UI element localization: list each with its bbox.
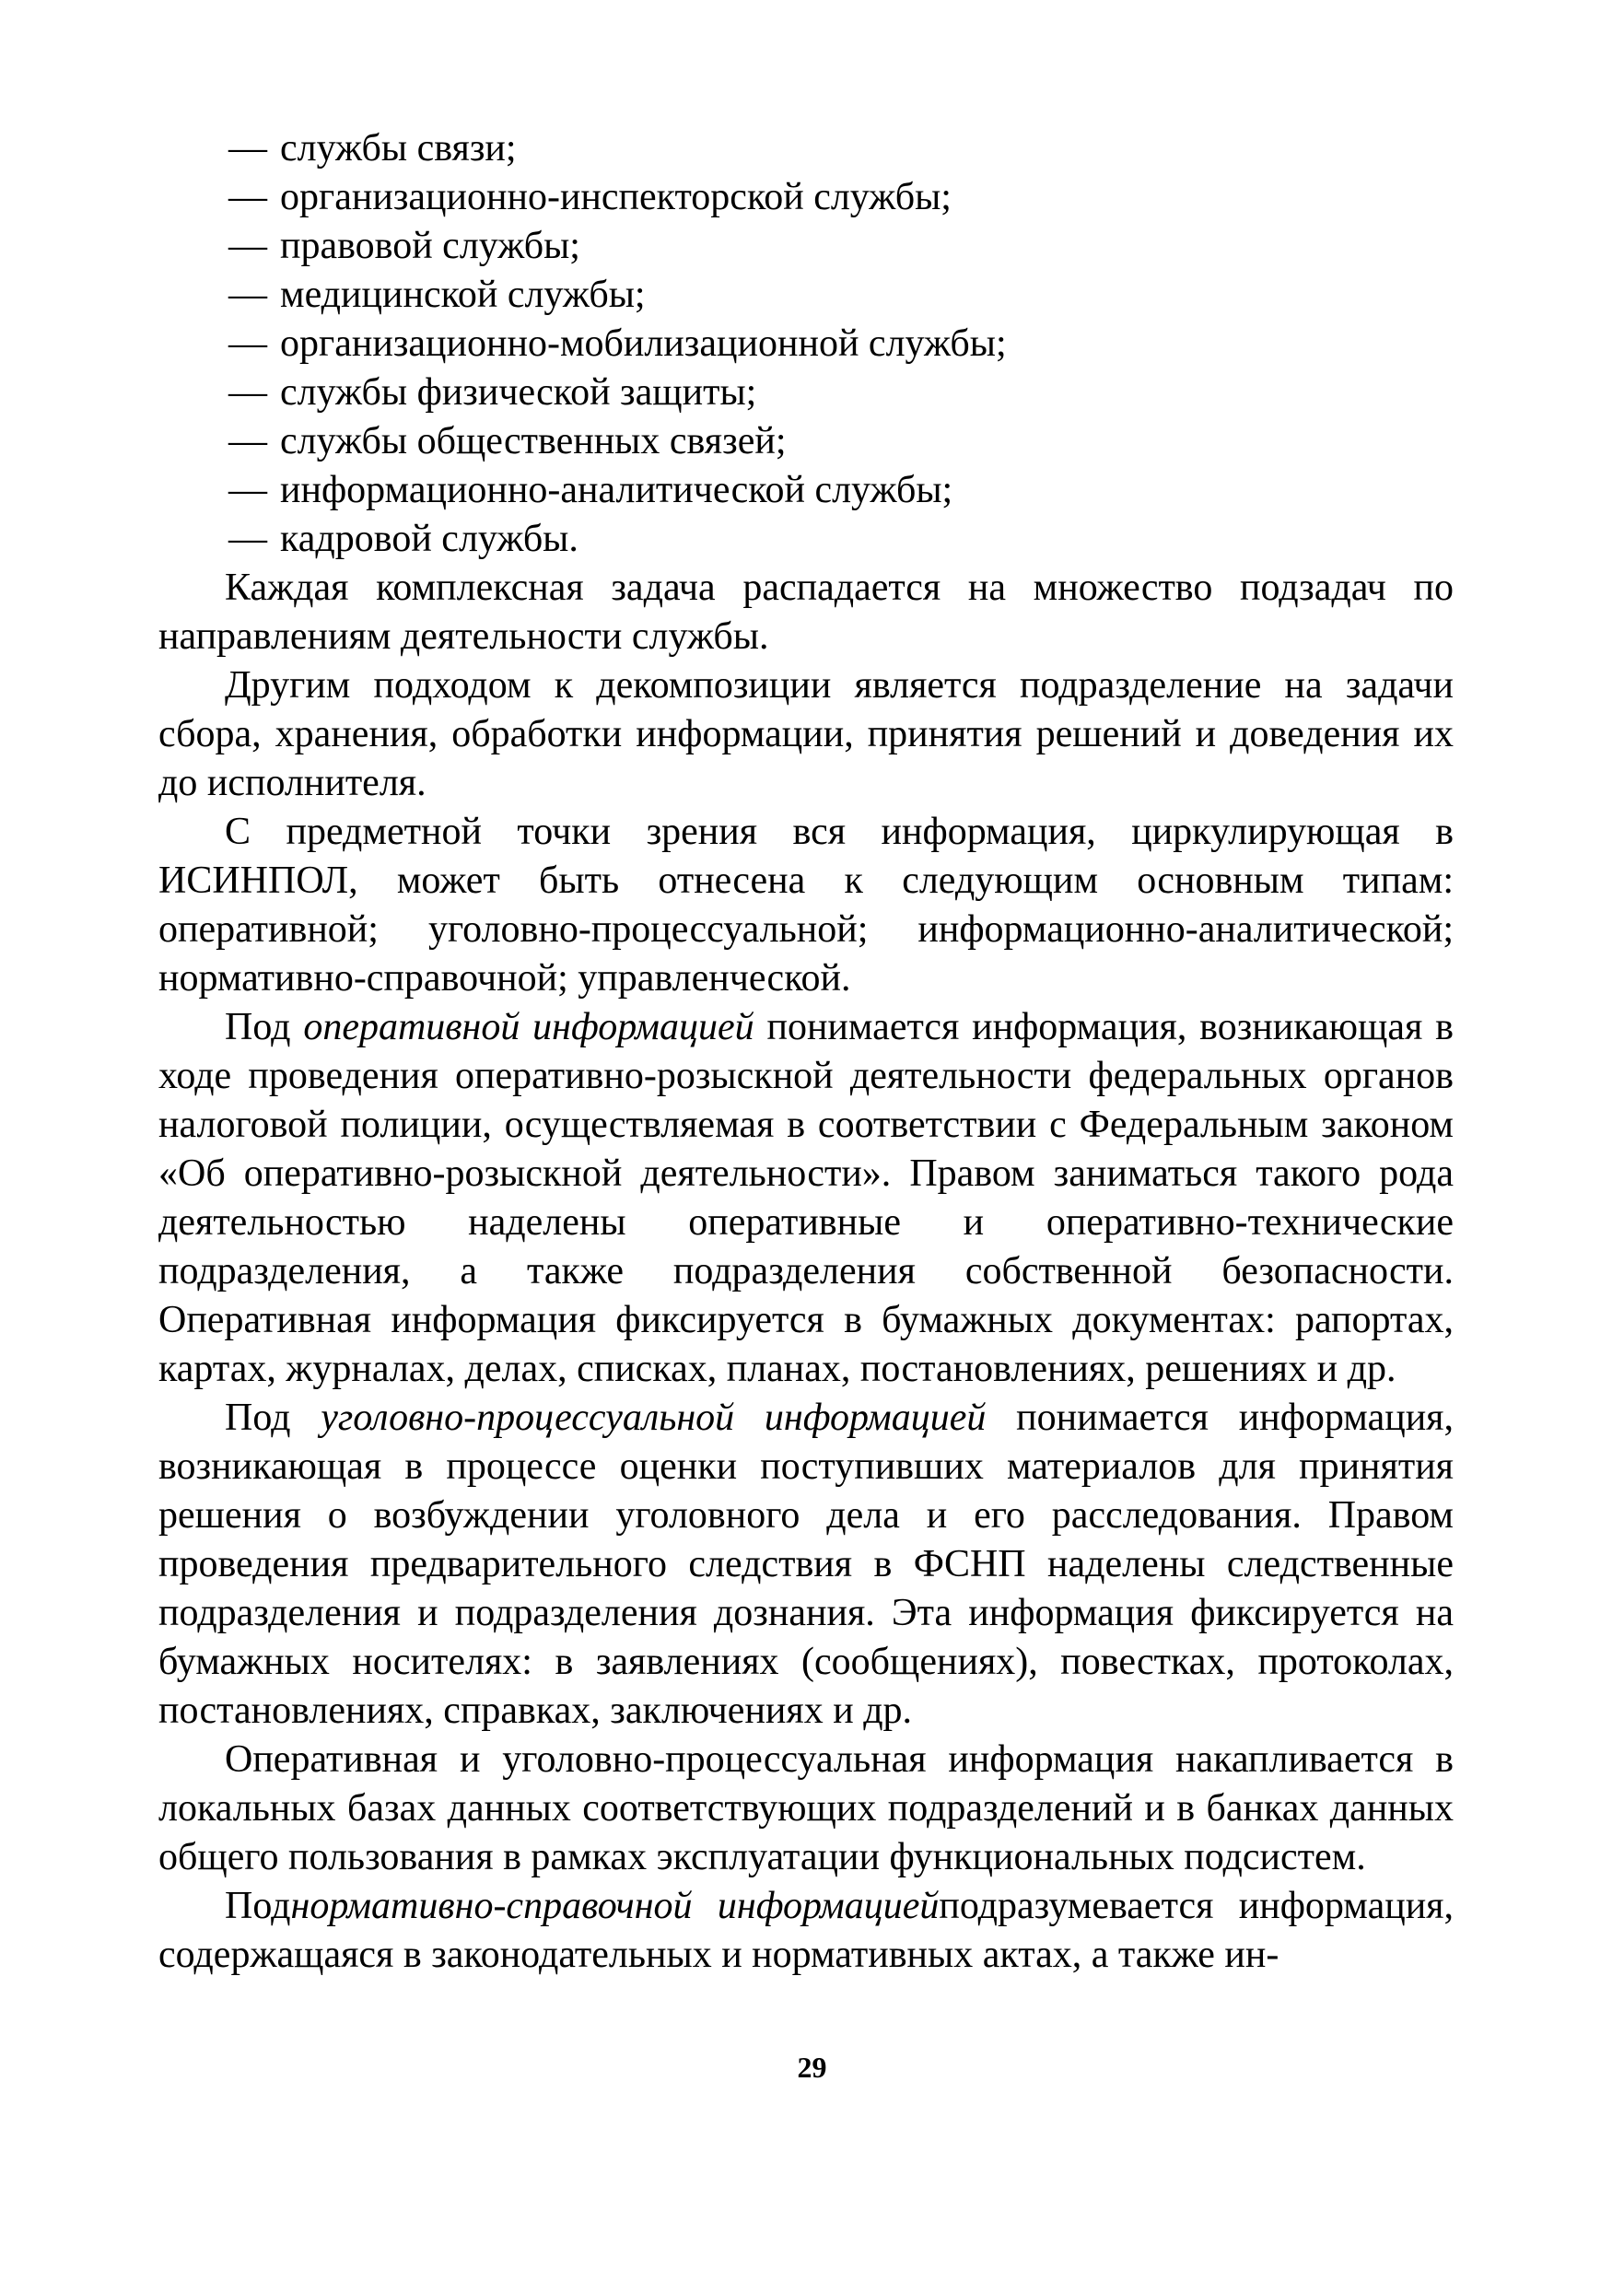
paragraph-accumulation: Оперативная и уголовно-процессуальная информация накапливается в локальных базах данных соответствующих подразделений и в банках данных общего пользования в рамках эксплуатации функциональных подсистем. — [158, 1738, 1454, 1878]
list-dash: — — [228, 127, 267, 170]
paragraph-text: Под — [225, 1006, 304, 1048]
list-dash: — — [228, 225, 267, 267]
list-item — [228, 124, 1454, 173]
defined-term: уголовно-процессуальной информацией — [321, 1397, 987, 1439]
list-item — [228, 417, 1454, 466]
list-item-text: службы физической защиты; — [280, 371, 757, 414]
paragraph-operative-info — [158, 1003, 1454, 1394]
list-dash: — — [228, 469, 267, 511]
list-item — [228, 515, 1454, 564]
list-item-text: правовой службы; — [280, 225, 580, 267]
page-number: 29 — [797, 2051, 827, 2084]
paragraph-text: Под — [225, 1397, 321, 1439]
paragraph-text: понимается информация, возникающая в процессе оценки поступивших материалов для принятия решения о возбуждении уголовного дела и его расследования. Правом проведения предварительного следствия в ФСНП наделены следственные подразделения и подразделения дознания. Эта информация фиксируется на бумажных носителях: в заявлениях (сообщениях), повестках, протоколах, постановлениях, справках, заключениях и др. — [158, 1397, 1454, 1732]
list-item — [228, 271, 1454, 320]
paragraph-reference-info — [158, 1882, 1454, 1980]
paragraph-text: Под — [225, 1885, 291, 1927]
list-item-text: информационно-аналитической службы; — [280, 469, 953, 511]
paragraph-subtasks: Каждая комплексная задача распадается на множество подзадач по направлениям деятельности службы. — [158, 567, 1454, 658]
paragraph-text: подразумевается информация, содержащаяся в законодательных и нормативных актах, а также ин- — [158, 1885, 1454, 1976]
paragraph-criminal-procedure-info — [158, 1394, 1454, 1736]
list-dash: — — [228, 176, 267, 218]
paragraph-text: понимается информация, возникающая в ходе проведения оперативно-розыскной деятельности федеральных органов налоговой полиции, осуществляемая в соответствии с Федеральным законом «Об оперативно-розыскной деятельности». Правом заниматься такого рода деятельностью наделены оперативные и оперативно-технические подразделения, а также подразделения собственной безопасности. Оперативная информация фиксируется в бумажных документах: рапортах, картах, журналах, делах, списках, планах, постановлениях, решениях и др. — [158, 1006, 1454, 1390]
defined-term: нормативно-справочной информацией — [290, 1885, 940, 1927]
service-list — [158, 124, 1454, 564]
list-item-text: организационно-инспекторской службы; — [280, 176, 952, 218]
list-item — [228, 320, 1454, 368]
list-item — [228, 173, 1454, 222]
list-dash: — — [228, 371, 267, 414]
list-item — [228, 368, 1454, 417]
list-dash: — — [228, 322, 267, 365]
list-item-text: службы общественных связей; — [280, 420, 787, 462]
list-item-text: организационно-мобилизационной службы; — [280, 322, 1007, 365]
list-dash: — — [228, 518, 267, 560]
list-item-text: кадровой службы. — [280, 518, 578, 560]
list-item — [228, 222, 1454, 271]
list-dash: — — [228, 274, 267, 316]
defined-term: оперативной информацией — [303, 1006, 754, 1048]
paragraph-information-types: С предметной точки зрения вся информация, циркулирующая в ИСИНПОЛ, может быть отнесена к следующим основным типам: оперативной; уголовно-процессуальной; информационно-аналитической; нормативно-справочной; управленческой. — [158, 811, 1454, 1000]
list-item — [228, 466, 1454, 515]
list-item-text: медицинской службы; — [280, 274, 646, 316]
list-dash: — — [228, 420, 267, 462]
list-item-text: службы связи; — [280, 127, 517, 170]
page-body — [158, 124, 1454, 1980]
paragraph-decomposition: Другим подходом к декомпозиции является подразделение на задачи сбора, хранения, обработки информации, принятия решений и доведения их до исполнителя. — [158, 664, 1454, 804]
